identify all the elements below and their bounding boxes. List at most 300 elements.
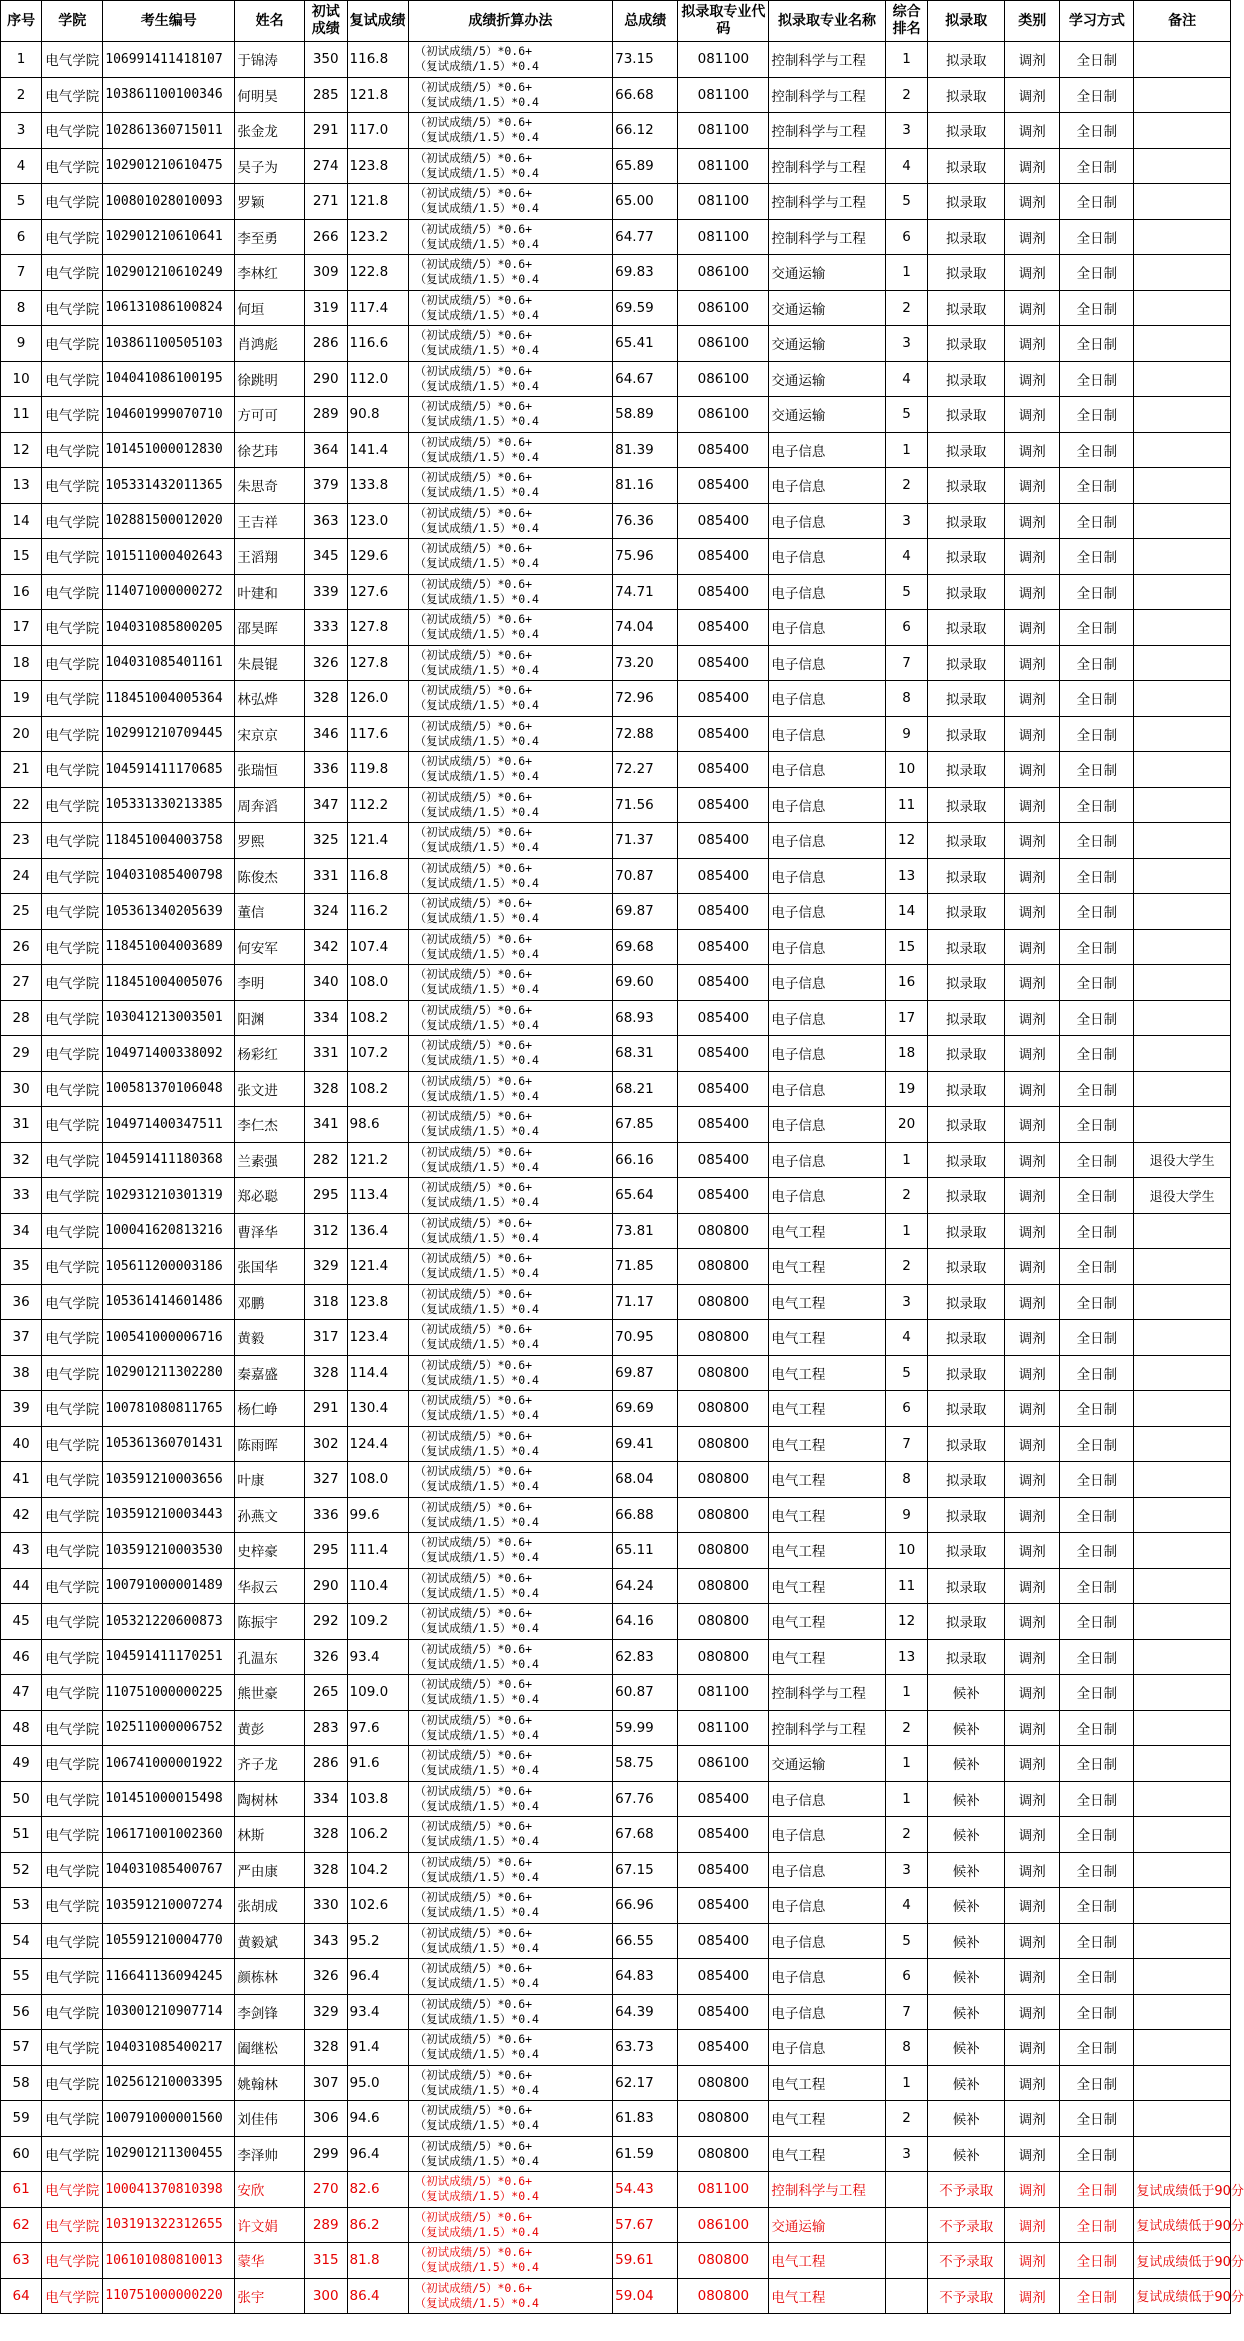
- cell-no: 1: [1, 42, 42, 78]
- cell-rank: [885, 2278, 928, 2314]
- cell-study-mode: 全日制: [1060, 219, 1134, 255]
- header-total-score: 总成绩: [613, 1, 678, 42]
- cell-no: 50: [1, 1781, 42, 1817]
- cell-rank: 7: [885, 1994, 928, 2030]
- table-row: [1, 361, 1231, 397]
- table-row: [1, 1071, 1231, 1107]
- cell-category: 调剂: [1005, 1355, 1060, 1391]
- cell-rank: 8: [885, 681, 928, 717]
- cell-retest-score: 102.6: [347, 1888, 408, 1924]
- cell-initial-score: 270: [304, 2172, 347, 2208]
- cell-retest-score: 114.4: [347, 1355, 408, 1391]
- cell-major-name: 电子信息: [769, 432, 885, 468]
- cell-name: 罗颖: [235, 184, 305, 220]
- cell-rank: 3: [885, 2136, 928, 2172]
- cell-status: 拟录取: [928, 1639, 1005, 1675]
- cell-formula: [408, 1071, 613, 1107]
- cell-no: 22: [1, 787, 42, 823]
- formula-line-1: （初试成绩/5）*0.6+: [414, 115, 533, 130]
- table-row: [1, 326, 1231, 362]
- cell-rank: 4: [885, 1320, 928, 1356]
- cell-status: 拟录取: [928, 42, 1005, 78]
- cell-no: 21: [1, 752, 42, 788]
- cell-student-id: 103591210003656: [103, 1462, 235, 1498]
- cell-initial-score: 289: [304, 2207, 347, 2243]
- cell-study-mode: 全日制: [1060, 539, 1134, 575]
- cell-initial-score: 347: [304, 787, 347, 823]
- cell-no: 26: [1, 929, 42, 965]
- table-row: [1, 1781, 1231, 1817]
- cell-major-code: 081100: [678, 219, 769, 255]
- cell-name: 肖鸿彪: [235, 326, 305, 362]
- table-row: [1, 1568, 1231, 1604]
- formula-line-1: （初试成绩/5）*0.6+: [414, 257, 533, 272]
- cell-student-id: 100041370810398: [103, 2172, 235, 2208]
- cell-retest-score: 113.4: [347, 1178, 408, 1214]
- cell-total-score: 66.96: [613, 1888, 678, 1924]
- cell-remark: [1134, 1604, 1231, 1640]
- cell-no: 49: [1, 1746, 42, 1782]
- table-row: [1, 1604, 1231, 1640]
- cell-total-score: 64.77: [613, 219, 678, 255]
- cell-name: 秦嘉盛: [235, 1355, 305, 1391]
- formula-line-1: （初试成绩/5）*0.6+: [414, 1499, 533, 1514]
- header-initial-score: 初试成绩: [304, 1, 347, 42]
- cell-major-name: 电子信息: [769, 894, 885, 930]
- formula-line-1: （初试成绩/5）*0.6+: [414, 967, 533, 982]
- cell-remark: [1134, 645, 1231, 681]
- cell-category: 调剂: [1005, 2278, 1060, 2314]
- cell-major-code: 086100: [678, 290, 769, 326]
- cell-student-id: 104031085400767: [103, 1852, 235, 1888]
- formula-line-2: （复试成绩/1.5）*0.4: [414, 2011, 539, 2026]
- cell-remark: [1134, 858, 1231, 894]
- formula-line-1: （初试成绩/5）*0.6+: [414, 1712, 533, 1727]
- cell-college: 电气学院: [42, 1355, 103, 1391]
- cell-rank: 20: [885, 1107, 928, 1143]
- cell-major-code: 080800: [678, 1213, 769, 1249]
- cell-initial-score: 340: [304, 965, 347, 1001]
- cell-no: 7: [1, 255, 42, 291]
- cell-study-mode: 全日制: [1060, 2278, 1134, 2314]
- table-row: [1, 148, 1231, 184]
- formula-line-2: （复试成绩/1.5）*0.4: [414, 165, 539, 180]
- cell-rank: 2: [885, 1249, 928, 1285]
- cell-name: 兰素强: [235, 1142, 305, 1178]
- cell-major-name: 电子信息: [769, 1178, 885, 1214]
- formula-line-2: （复试成绩/1.5）*0.4: [414, 307, 539, 322]
- cell-study-mode: 全日制: [1060, 1142, 1134, 1178]
- cell-study-mode: 全日制: [1060, 1675, 1134, 1711]
- cell-major-name: 电气工程: [769, 1639, 885, 1675]
- cell-status: 候补: [928, 2136, 1005, 2172]
- cell-name: 李仁杰: [235, 1107, 305, 1143]
- cell-initial-score: 328: [304, 2030, 347, 2066]
- cell-major-code: 085400: [678, 610, 769, 646]
- cell-study-mode: 全日制: [1060, 752, 1134, 788]
- cell-retest-score: 117.4: [347, 290, 408, 326]
- cell-study-mode: 全日制: [1060, 858, 1134, 894]
- cell-retest-score: 136.4: [347, 1213, 408, 1249]
- cell-formula: [408, 2243, 613, 2279]
- cell-no: 54: [1, 1923, 42, 1959]
- header-status: 拟录取: [928, 1, 1005, 42]
- formula-line-1: （初试成绩/5）*0.6+: [414, 2245, 533, 2260]
- cell-rank: 6: [885, 610, 928, 646]
- cell-formula: [408, 113, 613, 149]
- cell-no: 58: [1, 2065, 42, 2101]
- formula-line-2: （复试成绩/1.5）*0.4: [414, 378, 539, 393]
- cell-major-code: 086100: [678, 361, 769, 397]
- cell-initial-score: 291: [304, 113, 347, 149]
- cell-status: 拟录取: [928, 432, 1005, 468]
- cell-no: 19: [1, 681, 42, 717]
- cell-major-code: 080800: [678, 1639, 769, 1675]
- cell-initial-score: 336: [304, 1497, 347, 1533]
- cell-status: 候补: [928, 1959, 1005, 1995]
- cell-retest-score: 111.4: [347, 1533, 408, 1569]
- cell-major-code: 081100: [678, 1675, 769, 1711]
- cell-student-id: 102931210301319: [103, 1178, 235, 1214]
- cell-major-name: 电子信息: [769, 929, 885, 965]
- cell-total-score: 72.88: [613, 716, 678, 752]
- cell-formula: [408, 1994, 613, 2030]
- cell-major-code: 085400: [678, 716, 769, 752]
- cell-major-code: 080800: [678, 1391, 769, 1427]
- cell-major-name: 电子信息: [769, 965, 885, 1001]
- cell-initial-score: 306: [304, 2101, 347, 2137]
- formula-line-1: （初试成绩/5）*0.6+: [414, 470, 533, 485]
- cell-name: 张国华: [235, 1249, 305, 1285]
- cell-rank: 1: [885, 432, 928, 468]
- header-study-mode: 学习方式: [1060, 1, 1134, 42]
- formula-line-2: （复试成绩/1.5）*0.4: [414, 1550, 539, 1565]
- cell-no: 13: [1, 468, 42, 504]
- cell-no: 18: [1, 645, 42, 681]
- cell-major-code: 085400: [678, 1781, 769, 1817]
- table-row: [1, 1178, 1231, 1214]
- formula-line-1: （初试成绩/5）*0.6+: [414, 2032, 533, 2047]
- cell-remark: [1134, 1639, 1231, 1675]
- cell-study-mode: 全日制: [1060, 1497, 1134, 1533]
- cell-retest-score: 97.6: [347, 1710, 408, 1746]
- header-no: 序号: [1, 1, 42, 42]
- cell-formula: [408, 894, 613, 930]
- cell-major-code: 080800: [678, 1249, 769, 1285]
- cell-study-mode: 全日制: [1060, 290, 1134, 326]
- cell-study-mode: 全日制: [1060, 1284, 1134, 1320]
- cell-formula: [408, 184, 613, 220]
- cell-retest-score: 110.4: [347, 1568, 408, 1604]
- cell-status: 拟录取: [928, 1533, 1005, 1569]
- formula-line-1: （初试成绩/5）*0.6+: [414, 2209, 533, 2224]
- formula-line-2: （复试成绩/1.5）*0.4: [414, 1763, 539, 1778]
- cell-remark: [1134, 1994, 1231, 2030]
- cell-category: 调剂: [1005, 965, 1060, 1001]
- cell-major-code: 080800: [678, 1355, 769, 1391]
- cell-name: 颜栋林: [235, 1959, 305, 1995]
- cell-student-id: 106131086100824: [103, 290, 235, 326]
- cell-initial-score: 292: [304, 1604, 347, 1640]
- cell-name: 张瑞恒: [235, 752, 305, 788]
- cell-status: 候补: [928, 1923, 1005, 1959]
- cell-major-code: 085400: [678, 645, 769, 681]
- cell-total-score: 67.68: [613, 1817, 678, 1853]
- cell-study-mode: 全日制: [1060, 645, 1134, 681]
- formula-line-1: （初试成绩/5）*0.6+: [414, 1570, 533, 1585]
- cell-college: 电气学院: [42, 1746, 103, 1782]
- cell-remark: [1134, 752, 1231, 788]
- cell-name: 安欣: [235, 2172, 305, 2208]
- cell-initial-score: 350: [304, 42, 347, 78]
- cell-remark: [1134, 1000, 1231, 1036]
- cell-remark: [1134, 1852, 1231, 1888]
- formula-line-2: （复试成绩/1.5）*0.4: [414, 1834, 539, 1849]
- cell-rank: 2: [885, 1178, 928, 1214]
- table-row: [1, 1320, 1231, 1356]
- cell-category: 调剂: [1005, 219, 1060, 255]
- cell-status: 拟录取: [928, 894, 1005, 930]
- cell-no: 14: [1, 503, 42, 539]
- cell-initial-score: 265: [304, 1675, 347, 1711]
- table-row: [1, 1994, 1231, 2030]
- cell-total-score: 64.67: [613, 361, 678, 397]
- cell-rank: 6: [885, 1391, 928, 1427]
- cell-category: 调剂: [1005, 1781, 1060, 1817]
- cell-major-code: 081100: [678, 77, 769, 113]
- cell-status: 拟录取: [928, 1497, 1005, 1533]
- cell-rank: 9: [885, 1497, 928, 1533]
- formula-line-2: （复试成绩/1.5）*0.4: [414, 1798, 539, 1813]
- cell-rank: 11: [885, 1568, 928, 1604]
- cell-rank: 1: [885, 1675, 928, 1711]
- formula-line-2: （复试成绩/1.5）*0.4: [414, 343, 539, 358]
- cell-rank: [885, 2243, 928, 2279]
- cell-no: 2: [1, 77, 42, 113]
- cell-name: 张文进: [235, 1071, 305, 1107]
- formula-line-1: （初试成绩/5）*0.6+: [414, 1748, 533, 1763]
- cell-major-name: 交通运输: [769, 1746, 885, 1782]
- cell-no: 38: [1, 1355, 42, 1391]
- cell-name: 李剑锋: [235, 1994, 305, 2030]
- formula-line-1: （初试成绩/5）*0.6+: [414, 1783, 533, 1798]
- cell-rank: 19: [885, 1071, 928, 1107]
- cell-name: 黄毅斌: [235, 1923, 305, 1959]
- cell-status: 拟录取: [928, 503, 1005, 539]
- cell-major-name: 电子信息: [769, 716, 885, 752]
- cell-category: 调剂: [1005, 610, 1060, 646]
- table-row: [1, 219, 1231, 255]
- formula-line-1: （初试成绩/5）*0.6+: [414, 1002, 533, 1017]
- formula-line-2: （复试成绩/1.5）*0.4: [414, 662, 539, 677]
- cell-college: 电气学院: [42, 894, 103, 930]
- cell-total-score: 75.96: [613, 539, 678, 575]
- cell-status: 拟录取: [928, 539, 1005, 575]
- cell-formula: [408, 1391, 613, 1427]
- cell-category: 调剂: [1005, 645, 1060, 681]
- cell-college: 电气学院: [42, 1923, 103, 1959]
- cell-study-mode: 全日制: [1060, 432, 1134, 468]
- cell-major-name: 控制科学与工程: [769, 2172, 885, 2208]
- cell-student-id: 102901211302280: [103, 1355, 235, 1391]
- cell-status: 拟录取: [928, 1107, 1005, 1143]
- cell-study-mode: 全日制: [1060, 1888, 1134, 1924]
- cell-remark: [1134, 1355, 1231, 1391]
- cell-study-mode: 全日制: [1060, 1533, 1134, 1569]
- cell-name: 于锦涛: [235, 42, 305, 78]
- cell-status: 候补: [928, 1781, 1005, 1817]
- cell-rank: 4: [885, 539, 928, 575]
- cell-no: 34: [1, 1213, 42, 1249]
- cell-no: 31: [1, 1107, 42, 1143]
- cell-remark: 复试成绩低于90分: [1134, 2207, 1231, 2243]
- cell-major-name: 电子信息: [769, 1923, 885, 1959]
- table-row: [1, 610, 1231, 646]
- cell-name: 史梓豪: [235, 1533, 305, 1569]
- cell-major-name: 电气工程: [769, 2278, 885, 2314]
- formula-line-2: （复试成绩/1.5）*0.4: [414, 1195, 539, 1210]
- formula-line-2: （复试成绩/1.5）*0.4: [414, 875, 539, 890]
- cell-remark: [1134, 539, 1231, 575]
- formula-line-2: （复试成绩/1.5）*0.4: [414, 1301, 539, 1316]
- cell-total-score: 57.67: [613, 2207, 678, 2243]
- cell-college: 电气学院: [42, 681, 103, 717]
- cell-name: 孙燕文: [235, 1497, 305, 1533]
- cell-total-score: 59.04: [613, 2278, 678, 2314]
- cell-initial-score: 300: [304, 2278, 347, 2314]
- cell-status: 候补: [928, 1746, 1005, 1782]
- cell-category: 调剂: [1005, 290, 1060, 326]
- cell-retest-score: 106.2: [347, 1817, 408, 1853]
- formula-line-1: （初试成绩/5）*0.6+: [414, 1819, 533, 1834]
- formula-line-1: （初试成绩/5）*0.6+: [414, 541, 533, 556]
- header-college: 学院: [42, 1, 103, 42]
- cell-status: 拟录取: [928, 965, 1005, 1001]
- cell-remark: [1134, 1959, 1231, 1995]
- cell-name: 蒙华: [235, 2243, 305, 2279]
- formula-line-1: （初试成绩/5）*0.6+: [414, 576, 533, 591]
- cell-remark: [1134, 1213, 1231, 1249]
- cell-initial-score: 285: [304, 77, 347, 113]
- cell-total-score: 66.55: [613, 1923, 678, 1959]
- table-row: [1, 965, 1231, 1001]
- cell-category: 调剂: [1005, 468, 1060, 504]
- cell-no: 6: [1, 219, 42, 255]
- cell-total-score: 70.87: [613, 858, 678, 894]
- cell-initial-score: 341: [304, 1107, 347, 1143]
- table-row: [1, 894, 1231, 930]
- cell-total-score: 62.17: [613, 2065, 678, 2101]
- cell-name: 周奔滔: [235, 787, 305, 823]
- cell-name: 华叔云: [235, 1568, 305, 1604]
- cell-major-code: 086100: [678, 397, 769, 433]
- cell-status: 拟录取: [928, 468, 1005, 504]
- cell-student-id: 102901210610475: [103, 148, 235, 184]
- table-row: [1, 1497, 1231, 1533]
- table-row: [1, 503, 1231, 539]
- cell-category: 调剂: [1005, 1000, 1060, 1036]
- cell-student-id: 110751000000225: [103, 1675, 235, 1711]
- cell-major-name: 交通运输: [769, 361, 885, 397]
- header-major-name: 拟录取专业名称: [769, 1, 885, 42]
- cell-initial-score: 286: [304, 1746, 347, 1782]
- cell-category: 调剂: [1005, 2172, 1060, 2208]
- cell-remark: [1134, 1497, 1231, 1533]
- cell-remark: [1134, 1320, 1231, 1356]
- cell-major-name: 电气工程: [769, 1213, 885, 1249]
- cell-status: 候补: [928, 1817, 1005, 1853]
- cell-college: 电气学院: [42, 42, 103, 78]
- cell-rank: 12: [885, 1604, 928, 1640]
- cell-student-id: 100791000001560: [103, 2101, 235, 2137]
- cell-student-id: 102511000006752: [103, 1710, 235, 1746]
- cell-college: 电气学院: [42, 184, 103, 220]
- formula-line-1: （初试成绩/5）*0.6+: [414, 1890, 533, 1905]
- cell-major-name: 电子信息: [769, 503, 885, 539]
- cell-college: 电气学院: [42, 1604, 103, 1640]
- cell-major-code: 085400: [678, 929, 769, 965]
- formula-line-2: （复试成绩/1.5）*0.4: [414, 698, 539, 713]
- cell-rank: 2: [885, 77, 928, 113]
- formula-line-1: （初试成绩/5）*0.6+: [414, 1535, 533, 1550]
- cell-study-mode: 全日制: [1060, 1710, 1134, 1746]
- cell-study-mode: 全日制: [1060, 1604, 1134, 1640]
- cell-no: 63: [1, 2243, 42, 2279]
- cell-student-id: 103191322312655: [103, 2207, 235, 2243]
- formula-line-1: （初试成绩/5）*0.6+: [414, 79, 533, 94]
- cell-retest-score: 107.2: [347, 1036, 408, 1072]
- cell-name: 李至勇: [235, 219, 305, 255]
- cell-major-name: 交通运输: [769, 397, 885, 433]
- table-row: [1, 184, 1231, 220]
- cell-study-mode: 全日制: [1060, 148, 1134, 184]
- cell-no: 47: [1, 1675, 42, 1711]
- cell-rank: 6: [885, 1959, 928, 1995]
- cell-initial-score: 324: [304, 894, 347, 930]
- cell-formula: [408, 1107, 613, 1143]
- cell-retest-score: 121.4: [347, 1249, 408, 1285]
- cell-rank: 4: [885, 148, 928, 184]
- formula-line-1: （初试成绩/5）*0.6+: [414, 399, 533, 414]
- cell-student-id: 103041213003501: [103, 1000, 235, 1036]
- cell-initial-score: 334: [304, 1781, 347, 1817]
- cell-student-id: 100781080811765: [103, 1391, 235, 1427]
- cell-remark: [1134, 1746, 1231, 1782]
- cell-initial-score: 266: [304, 219, 347, 255]
- cell-total-score: 62.83: [613, 1639, 678, 1675]
- cell-student-id: 104031085800205: [103, 610, 235, 646]
- cell-no: 27: [1, 965, 42, 1001]
- cell-name: 叶康: [235, 1462, 305, 1498]
- cell-name: 阳渊: [235, 1000, 305, 1036]
- cell-initial-score: 283: [304, 1710, 347, 1746]
- cell-name: 陈振宇: [235, 1604, 305, 1640]
- cell-retest-score: 133.8: [347, 468, 408, 504]
- cell-no: 57: [1, 2030, 42, 2066]
- formula-line-1: （初试成绩/5）*0.6+: [414, 1038, 533, 1053]
- cell-study-mode: 全日制: [1060, 681, 1134, 717]
- cell-initial-score: 318: [304, 1284, 347, 1320]
- cell-status: 拟录取: [928, 1391, 1005, 1427]
- cell-remark: 退役大学生: [1134, 1178, 1231, 1214]
- cell-major-name: 电子信息: [769, 858, 885, 894]
- cell-no: 9: [1, 326, 42, 362]
- cell-college: 电气学院: [42, 290, 103, 326]
- cell-major-name: 电子信息: [769, 1071, 885, 1107]
- cell-initial-score: 379: [304, 468, 347, 504]
- cell-formula: [408, 1675, 613, 1711]
- formula-line-2: （复试成绩/1.5）*0.4: [414, 1585, 539, 1600]
